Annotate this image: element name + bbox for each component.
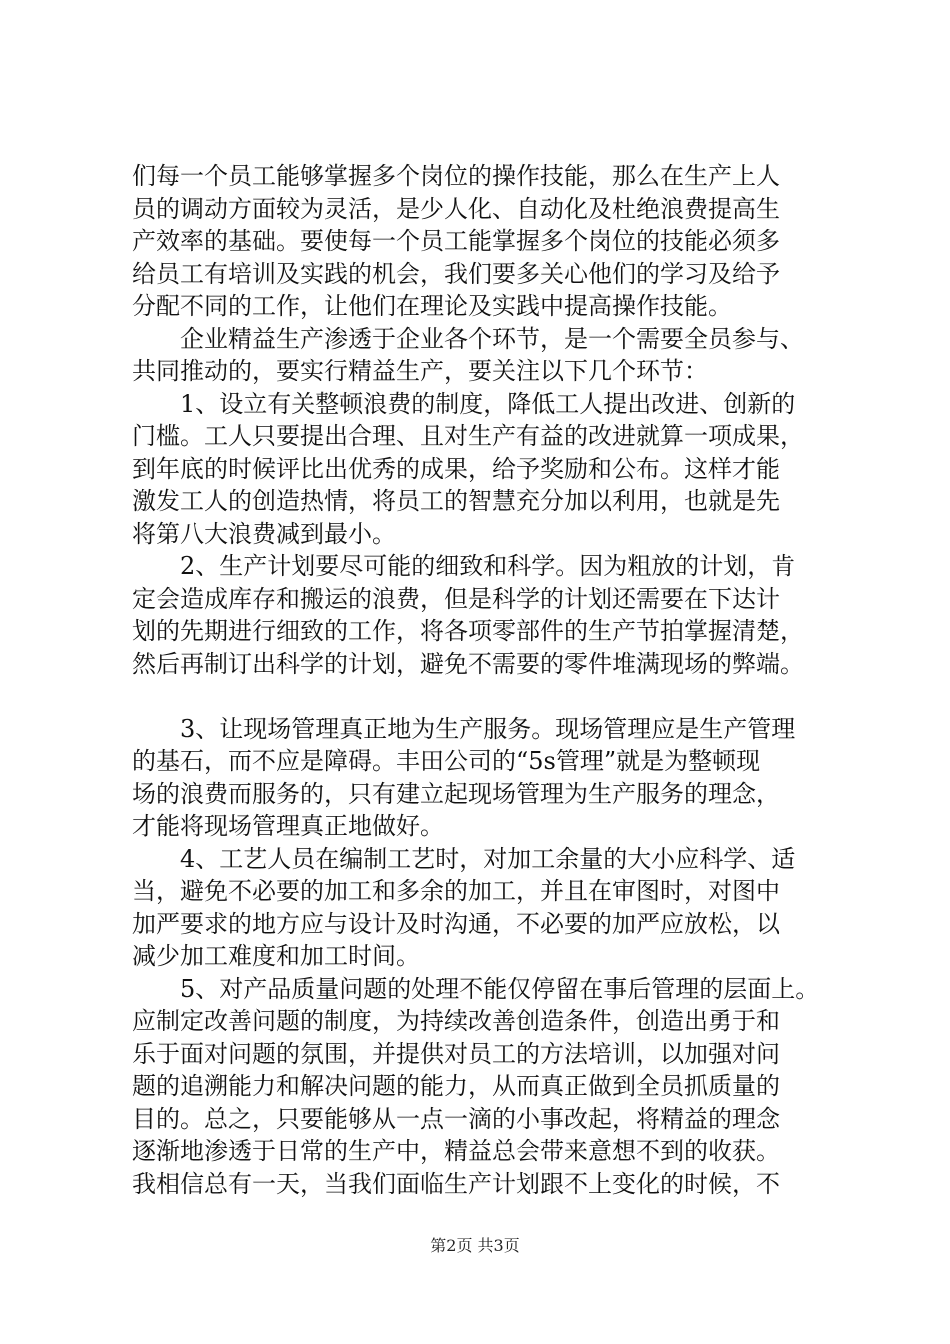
text-line: 加严要求的地方应与设计及时沟通，不必要的加严应放松，以 [132,909,780,938]
text-line: 逐渐地渗透于日常的生产中，精益总会带来意想不到的收获。 [132,1137,780,1165]
text-line: 员的调动方面较为灵活，是少人化、自动化及杜绝浪费提高生 [132,194,780,223]
text-line: 到年底的时候评比出优秀的成果，给予奖励和公布。这样才能 [132,454,780,483]
text-line: 然后再制订出科学的计划，避免不需要的零件堆满现场的弊端。 [132,649,804,678]
text-line: 3、让现场管理真正地为生产服务。现场管理应是生产管理 [180,714,796,743]
text-line: 应制定改善问题的制度，为持续改善创造条件，创造出勇于和 [132,1007,780,1035]
text-line: 们每一个员工能够掌握多个岗位的操作技能，那么在生产上人 [132,162,780,190]
text-line: 当，避免不必要的加工和多余的加工，并且在审图时，对图中 [132,877,780,905]
text-line: 4、工艺人员在编制工艺时，对加工余量的大小应科学、适 [180,844,796,873]
text-line: 我相信总有一天，当我们面临生产计划跟不上变化的时候，不 [132,1169,780,1198]
text-line: 场的浪费而服务的，只有建立起现场管理为生产服务的理念， [132,779,780,808]
text-line: 共同推动的，要实行精益生产，要关注以下几个环节： [132,357,708,385]
text-line: 划的先期进行细致的工作，将各项零部件的生产节拍掌握清楚， [132,617,804,645]
text-line: 目的。总之，只要能够从一点一滴的小事改起，将精益的理念 [132,1104,780,1133]
text-line: 5、对产品质量问题的处理不能仅停留在事后管理的层面上。 [180,974,820,1003]
text-line: 1、设立有关整顿浪费的制度，降低工人提出改进、创新的 [180,389,796,418]
text-line: 门槛。工人只要提出合理、且对生产有益的改进就算一项成果， [132,422,804,450]
text-line: 定会造成库存和搬运的浪费，但是科学的计划还需要在下达计 [132,584,780,613]
text-line: 减少加工难度和加工时间。 [132,942,420,970]
document-body [132,160,832,1200]
text-line: 题的追溯能力和解决问题的能力，从而真正做到全员抓质量的 [132,1072,780,1100]
text-line: 给员工有培训及实践的机会，我们要多关心他们的学习及给予 [132,259,780,288]
text-line: 激发工人的创造热情，将员工的智慧充分加以利用，也就是先 [132,487,780,515]
text-line: 企业精益生产渗透于企业各个环节，是一个需要全员参与、 [180,324,804,353]
text-line: 产效率的基础。要使每一个员工能掌握多个岗位的技能必须多 [132,227,780,255]
text-line: 分配不同的工作，让他们在理论及实践中提高操作技能。 [132,292,732,320]
text-line: 的基石，而不应是障碍。丰田公司的“5s管理”就是为整顿现 [132,747,761,775]
paragraph-gap [132,680,832,713]
text-line: 乐于面对问题的氛围，并提供对员工的方法培训，以加强对问 [132,1039,780,1068]
page-footer: 第2页 共3页 [430,1236,520,1255]
text-line: 才能将现场管理真正地做好。 [132,812,444,840]
text-line: 2、生产计划要尽可能的细致和科学。因为粗放的计划，肯 [180,552,796,580]
text-line: 将第八大浪费减到最小。 [132,519,396,548]
